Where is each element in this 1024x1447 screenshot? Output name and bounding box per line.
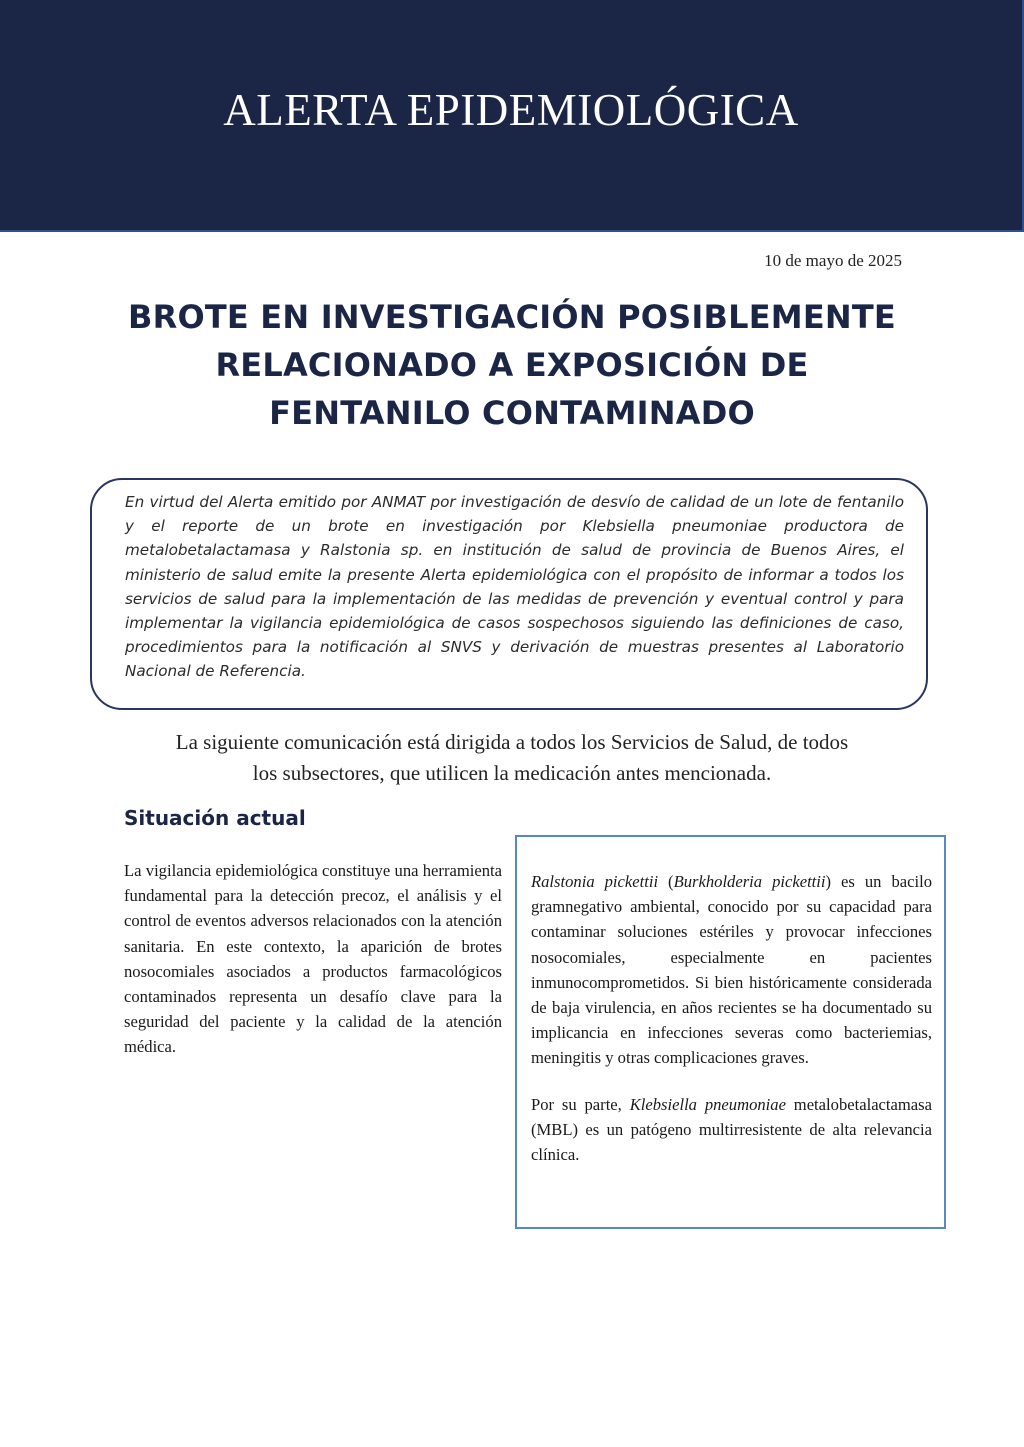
document-type-title: ALERTA EPIDEMIOLÓGICA bbox=[223, 85, 799, 135]
species-name: Ralstonia pickettii bbox=[531, 872, 659, 891]
pathogen-info-box bbox=[515, 835, 946, 1229]
klebsiella-paragraph: Por su parte, Klebsiella pneumoniae metalobetalactamasa (MBL) es un patógeno multirresistente de alta relevancia clínica. bbox=[531, 1094, 932, 1165]
situation-paragraph: La vigilancia epidemiológica constituye una herramienta fundamental para la detección precoz, el análisis y el control de eventos adversos relacionados con la atención sanitaria. En este contexto, la aparición de brotes nosocomiales asociados a productos farmacológicos contaminados representa un desafío clave para la seguridad del paciente y la calidad de la atención médica. bbox=[124, 861, 502, 1057]
title-line: FENTANILO CONTAMINADO bbox=[269, 394, 755, 432]
section-heading: Situación actual bbox=[124, 806, 306, 830]
publication-date: 10 de mayo de 2025 bbox=[764, 251, 902, 270]
species-synonym: Burkholderia pickettii bbox=[673, 872, 826, 891]
header-banner bbox=[0, 0, 1024, 232]
title-line: RELACIONADO A EXPOSICIÓN DE bbox=[215, 346, 809, 384]
species-name: Klebsiella pneumoniae bbox=[629, 1094, 786, 1114]
intro-summary-box bbox=[90, 478, 928, 710]
audience-statement bbox=[110, 727, 914, 789]
title-line: BROTE EN INVESTIGACIÓN POSIBLEMENTE bbox=[128, 298, 896, 336]
ralstonia-paragraph: Ralstonia pickettii (Burkholderia pickettii) es un bacilo gramnegativo ambiental, conocido por su capacidad para contaminar soluciones estériles y provocar infecciones nosocomiales, especialmente en pacientes inmunocomprometidos. Si bien históricamente considerada de baja virulencia, en años recientes se ha documentado su implicancia en infecciones severas como bacteriemias, meningitis y otras complicaciones graves. bbox=[531, 872, 932, 1068]
intro-text: En virtud del Alerta emitido por ANMAT por investigación de desvío de calidad de un lote de fentanilo y el reporte de un brote en investigación por Klebsiella pneumoniae productora de metalobetalactamasa y Ralstonia sp. en institución de salud de provincia de Buenos Aires, el ministerio de salud emite la presente Alerta epidemiológica con el propósito de informar a todos los servicios de salud para la implementación de las medidas de prevención y eventual control y para implementar la vigilancia epidemiológica de casos sospechosos siguiendo las definiciones de caso, procedimientos para la notificación al SNVS y derivación de muestras presentes al Laboratorio Nacional de Referencia. bbox=[125, 493, 904, 681]
page-title bbox=[90, 293, 934, 437]
audience-line: La siguiente comunicación está dirigida a todos los Servicios de Salud, de todos bbox=[175, 730, 849, 754]
audience-line: los subsectores, que utilicen la medicación antes mencionada. bbox=[252, 761, 772, 785]
